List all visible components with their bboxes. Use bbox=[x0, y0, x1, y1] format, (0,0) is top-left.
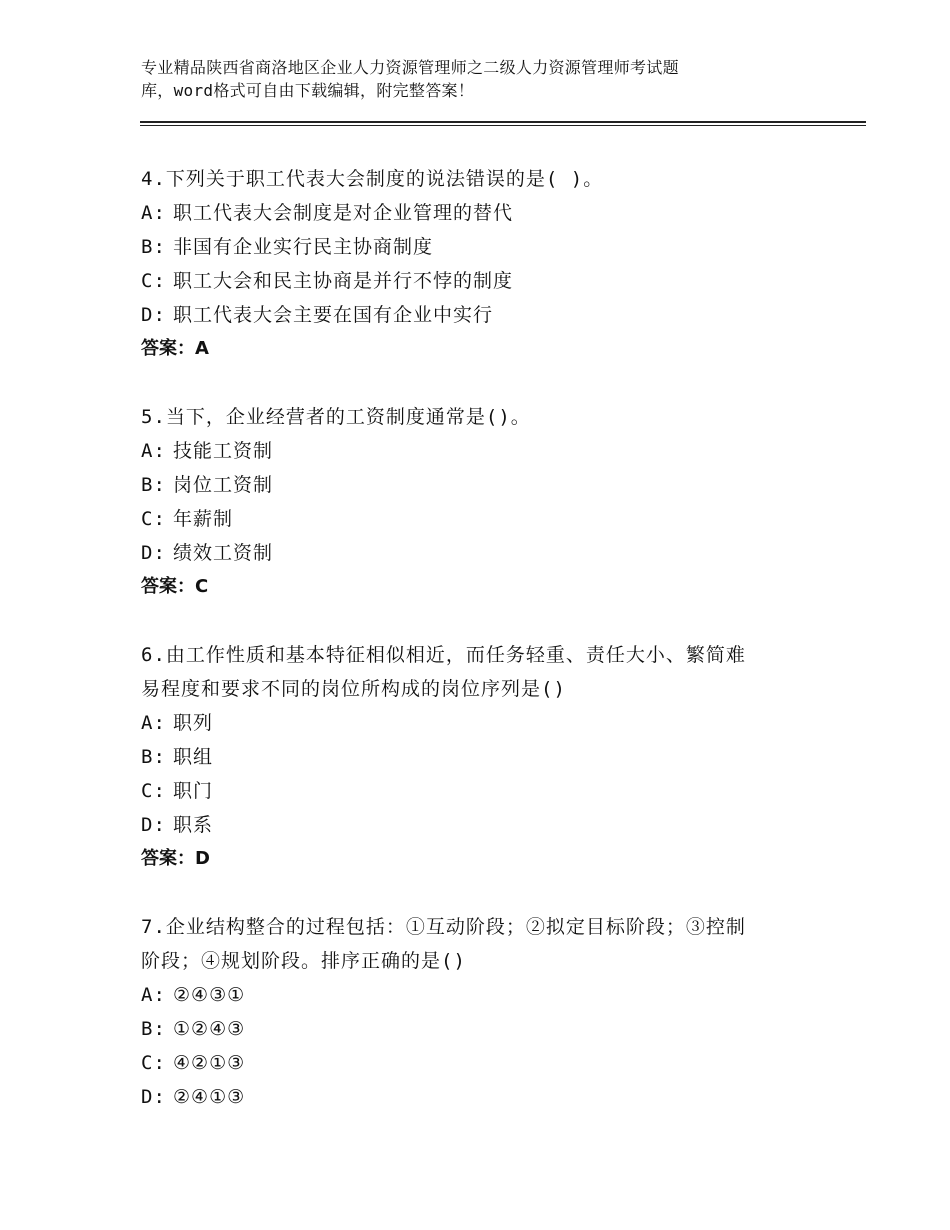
option-text: 职组 bbox=[173, 746, 214, 768]
option-b bbox=[141, 468, 841, 502]
option-b bbox=[141, 740, 841, 774]
option-text: 技能工资制 bbox=[173, 440, 274, 462]
question-text: 5.当下，企业经营者的工资制度通常是()。 bbox=[141, 406, 531, 428]
question-text-line-1: 7.企业结构整合的过程包括：①互动阶段；②拟定目标阶段；③控制 bbox=[141, 916, 746, 938]
question-text-line-2: 阶段；④规划阶段。排序正确的是() bbox=[141, 950, 466, 972]
option-c bbox=[141, 774, 841, 808]
option-text: 职工代表大会主要在国有企业中实行 bbox=[173, 304, 494, 326]
option-text: 绩效工资制 bbox=[173, 542, 274, 564]
question-text-line-1: 6.由工作性质和基本特征相似相近，而任务轻重、责任大小、繁简难 bbox=[141, 644, 746, 666]
option-letter: A: bbox=[141, 440, 166, 462]
option-letter: C: bbox=[141, 780, 166, 802]
question-text-line-2: 易程度和要求不同的岗位所构成的岗位序列是() bbox=[141, 678, 566, 700]
option-text: 职列 bbox=[173, 712, 214, 734]
option-text: 非国有企业实行民主协商制度 bbox=[173, 236, 434, 258]
option-d bbox=[141, 536, 841, 570]
option-text: 岗位工资制 bbox=[173, 474, 274, 496]
option-letter: D: bbox=[141, 1086, 166, 1108]
option-letter: C: bbox=[141, 1052, 166, 1074]
option-letter: D: bbox=[141, 304, 166, 326]
option-letter: B: bbox=[141, 236, 166, 258]
option-d bbox=[141, 298, 841, 332]
option-letter: D: bbox=[141, 542, 166, 564]
option-text: 年薪制 bbox=[173, 508, 234, 530]
answer-label: 答案：C bbox=[141, 576, 209, 597]
question-4 bbox=[141, 162, 841, 366]
option-text: ②④③① bbox=[173, 984, 246, 1006]
question-6 bbox=[141, 638, 841, 876]
option-letter: A: bbox=[141, 712, 166, 734]
option-letter: C: bbox=[141, 270, 166, 292]
header-title-line-2: 库，word格式可自由下载编辑，附完整答案！ bbox=[141, 81, 475, 100]
option-c bbox=[141, 502, 841, 536]
option-text: ①②④③ bbox=[173, 1018, 246, 1040]
option-text: 职工代表大会制度是对企业管理的替代 bbox=[173, 202, 514, 224]
option-letter: A: bbox=[141, 984, 166, 1006]
option-letter: B: bbox=[141, 1018, 166, 1040]
option-letter: A: bbox=[141, 202, 166, 224]
document-header bbox=[141, 56, 841, 102]
option-c bbox=[141, 264, 841, 298]
option-a bbox=[141, 706, 841, 740]
option-d bbox=[141, 808, 841, 842]
option-a bbox=[141, 978, 841, 1012]
option-letter: B: bbox=[141, 746, 166, 768]
question-5 bbox=[141, 400, 841, 604]
option-text: 职工大会和民主协商是并行不悖的制度 bbox=[173, 270, 514, 292]
option-a bbox=[141, 434, 841, 468]
answer-label: 答案：A bbox=[141, 338, 209, 359]
question-7 bbox=[141, 910, 841, 1114]
option-b bbox=[141, 1012, 841, 1046]
header-divider-thin bbox=[140, 125, 866, 126]
option-text: 职系 bbox=[173, 814, 214, 836]
question-text: 4.下列关于职工代表大会制度的说法错误的是( )。 bbox=[141, 168, 604, 190]
option-text: 职门 bbox=[173, 780, 214, 802]
option-letter: D: bbox=[141, 814, 166, 836]
header-divider-thick bbox=[140, 121, 866, 123]
option-b bbox=[141, 230, 841, 264]
option-c bbox=[141, 1046, 841, 1080]
option-letter: C: bbox=[141, 508, 166, 530]
option-text: ②④①③ bbox=[173, 1086, 246, 1108]
option-text: ④②①③ bbox=[173, 1052, 246, 1074]
option-letter: B: bbox=[141, 474, 166, 496]
option-d bbox=[141, 1080, 841, 1114]
answer-label: 答案：D bbox=[141, 848, 210, 869]
option-a bbox=[141, 196, 841, 230]
header-title-line-1: 专业精品陕西省商洛地区企业人力资源管理师之二级人力资源管理师考试题 bbox=[141, 58, 679, 77]
